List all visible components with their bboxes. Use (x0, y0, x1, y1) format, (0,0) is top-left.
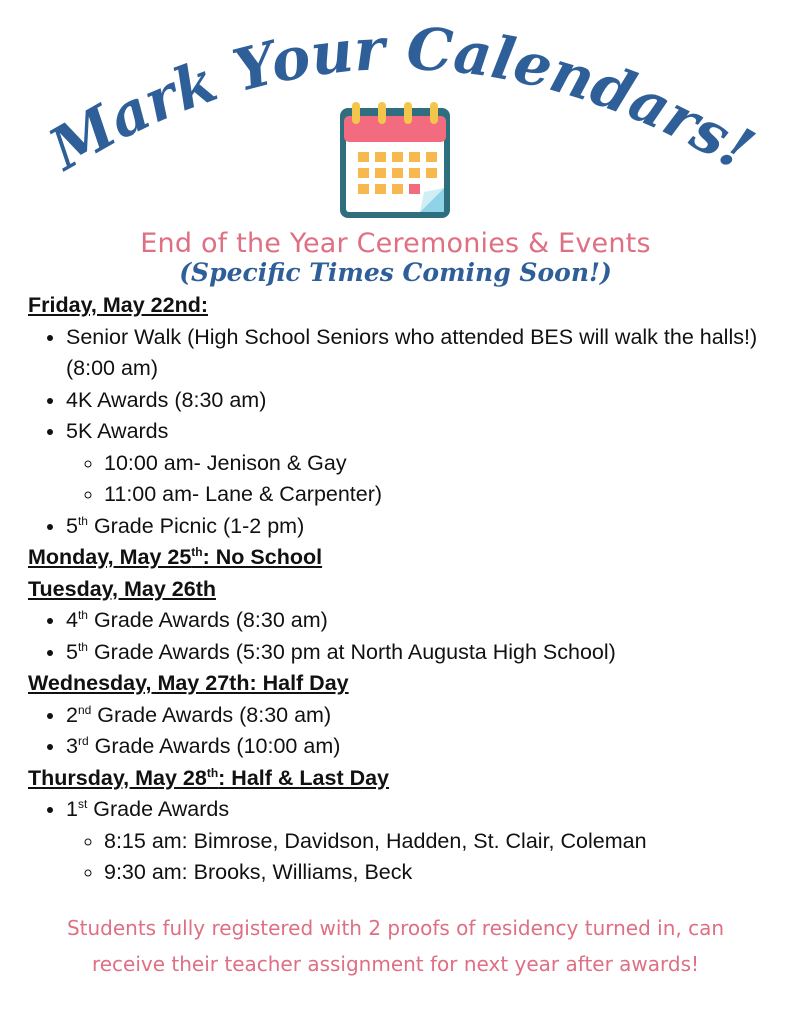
ordinal-suffix: st (77, 796, 88, 811)
sub-list (66, 826, 768, 889)
list-item-label: 5K Awards (66, 419, 169, 443)
sub-list-item: ◦ 8:15 am: Bimrose, Davidson, Hadden, St. Clair, Coleman (104, 826, 768, 858)
grade-number: 3 (66, 734, 78, 758)
friday-list (28, 322, 768, 543)
grade-number: 2 (66, 702, 78, 727)
list-item (66, 637, 768, 669)
list-item (66, 605, 768, 637)
day-heading-friday: Friday, May 22nd: (28, 293, 209, 317)
day-heading-monday (28, 542, 768, 574)
ordinal-suffix: nd (77, 702, 92, 717)
schedule (28, 290, 768, 889)
sub-list-item: ◦ 11:00 am- Lane & Carpenter) (104, 479, 768, 511)
list-item: • Senior Walk (High School Seniors who attended BES will walk the halls!) (8:00 am) (66, 322, 768, 385)
grade-number: 5 (66, 513, 78, 538)
tuesday-list (28, 605, 768, 668)
day-heading-wednesday: Wednesday, May 27th: Half Day (28, 671, 349, 695)
list-item: • 4K Awards (8:30 am) (66, 385, 768, 417)
list-item (66, 794, 768, 889)
list-item-text: Grade Awards (8:30 am) (91, 702, 332, 727)
heading-text: Monday, May 25 (28, 545, 192, 569)
list-item (66, 416, 768, 511)
list-item-text: Grade Awards (5:30 pm at North Augusta High School) (87, 639, 616, 664)
wednesday-list (28, 700, 768, 763)
grade-number: 4 (66, 608, 78, 632)
grade-number: 1 (66, 797, 78, 821)
ordinal-suffix: th (191, 544, 203, 559)
list-item-text: Grade Awards (10:00 am) (88, 734, 341, 758)
calendar-icon (340, 102, 450, 218)
list-item (66, 731, 768, 763)
ordinal-suffix: th (77, 607, 88, 622)
header-banner (0, 0, 791, 225)
ordinal-suffix: th (77, 513, 88, 528)
sub-list-item: ◦ 10:00 am- Jenison & Gay (104, 448, 768, 480)
heading-text: : No School (202, 545, 323, 569)
subtitle: End of the Year Ceremonies & Events (140, 228, 651, 259)
footer-note (0, 910, 791, 982)
footer-line: Students fully registered with 2 proofs of residency turned in, can (66, 916, 725, 940)
list-item-text: Grade Picnic (1-2 pm) (87, 513, 305, 538)
heading-text: Thursday, May 28 (28, 765, 207, 790)
sub-list (66, 448, 768, 511)
list-item (66, 700, 768, 732)
banner-graphic (0, 0, 791, 225)
ordinal-suffix: rd (77, 733, 89, 748)
day-heading-thursday (28, 763, 768, 795)
list-item (66, 511, 768, 543)
ordinal-suffix: th (206, 765, 219, 780)
thursday-list (28, 794, 768, 889)
day-heading-tuesday: Tuesday, May 26th (28, 576, 216, 601)
ordinal-suffix: th (77, 639, 88, 654)
subtitle-note: (Specific Times Coming Soon!) (179, 258, 612, 287)
footer-line: receive their teacher assignment for next year after awards! (91, 952, 700, 976)
heading-text: : Half & Last Day (218, 765, 390, 790)
page-title-text: Mark Your Calendars! (38, 14, 765, 184)
sub-list-item: ◦ 9:30 am: Brooks, Williams, Beck (104, 857, 768, 889)
grade-number: 5 (66, 639, 78, 664)
list-item-text: Grade Awards (87, 797, 230, 821)
list-item-text: Grade Awards (8:30 am) (87, 608, 328, 632)
